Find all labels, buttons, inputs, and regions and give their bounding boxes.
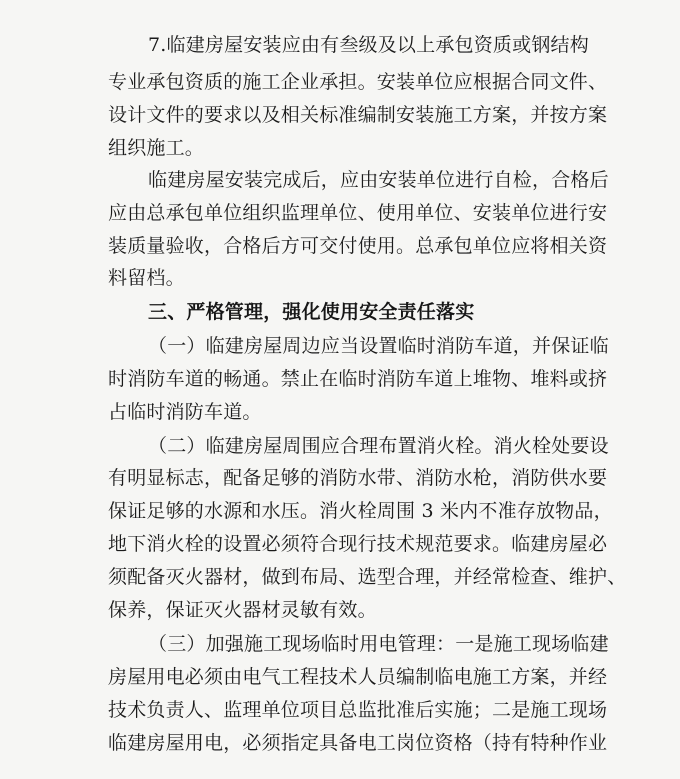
text-line: （二）临建房屋周围应合理布置消火栓。消火栓处要设: [148, 435, 609, 457]
text-line: 专业承包资质的施工企业承担。安装单位应根据合同文件、: [108, 71, 608, 93]
text-line: 设计文件的要求以及相关标准编制安装施工方案，并按方案: [108, 104, 608, 126]
text-line: 料留档。: [108, 267, 185, 289]
text-line: 保证足够的水源和水压。消火栓周围 3 米内不准存放物品，: [108, 500, 613, 522]
text-line: （三）加强施工现场临时用电管理：一是施工现场临建: [148, 633, 609, 655]
text-line: 时消防车道的畅通。禁止在临时消防车道上堆物、堆料或挤: [108, 368, 608, 390]
text-line: 临建房屋用电，必须指定具备电工岗位资格（持有特种作业: [108, 732, 608, 754]
text-line: 占临时消防车道。: [108, 401, 262, 423]
text-line: （一）临建房屋周边应当设置临时消防车道，并保证临: [148, 335, 609, 357]
text-line: 有明显标志，配备足够的消防水带、消防水枪，消防供水要: [108, 467, 608, 489]
section-heading: 三、严格管理，强化使用安全责任落实: [148, 301, 475, 323]
text-line: 装质量验收，合格后方可交付使用。总承包单位应将相关资: [108, 235, 608, 257]
text-line: 技术负责人、监理单位项目总监批准后实施；二是施工现场: [108, 699, 608, 721]
text-line: 7.临建房屋安装应由有叁级及以上承包资质或钢结构: [148, 34, 589, 56]
text-line: 保养，保证灭火器材灵敏有效。: [108, 599, 377, 621]
text-line: 应由总承包单位组织监理单位、使用单位、安装单位进行安: [108, 202, 608, 224]
text-line: 地下消火栓的设置必须符合现行技术规范要求。临建房屋必: [108, 533, 608, 555]
text-line: 组织施工。: [108, 137, 205, 159]
text-line: 房屋用电必须由电气工程技术人员编制临电施工方案，并经: [108, 666, 608, 688]
text-line: 临建房屋安装完成后，应由安装单位进行自检，合格后: [148, 169, 609, 191]
text-line: 须配备灭火器材，做到布局、选型合理，并经常检查、维护、: [108, 566, 627, 588]
